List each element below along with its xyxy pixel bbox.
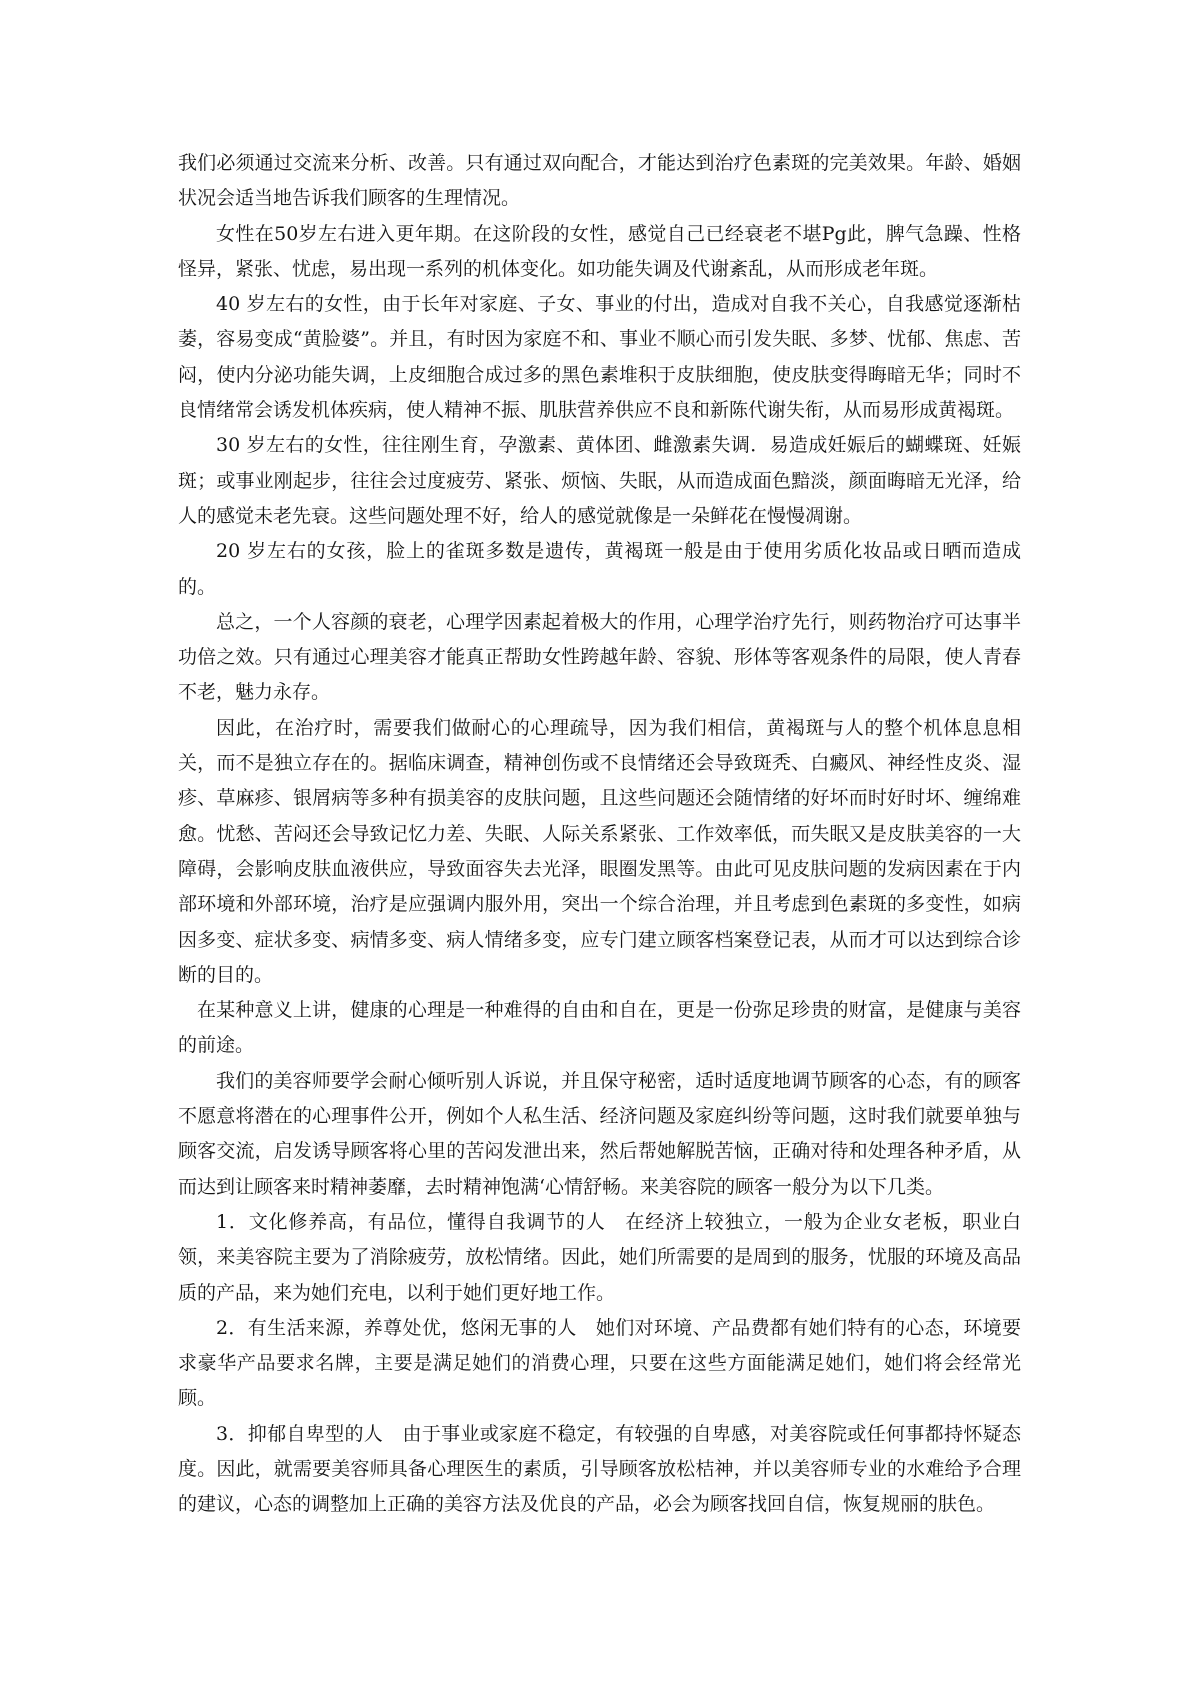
- paragraph-health: 在某种意义上讲，健康的心理是一种难得的自由和自在，更是一份弥足珍贵的财富，是健康与美容的前途。: [178, 999, 1021, 1057]
- paragraph-age-50: 女性在50岁左右进入更年期。在这阶段的女性，感觉自己已经衰老不堪Pg此，脾气急躁、性格怪异，紧张、忧虑，易出现一系列的机体变化。如功能失调及代谢紊乱，从而形成老年斑。: [178, 222, 1021, 280]
- document-page: [178, 146, 1021, 1523]
- paragraph-beautician: 我们的美容师要学会耐心倾听别人诉说，并且保守秘密，适时适度地调节顾客的心态，有的顾客不愿意将潜在的心理事件公开，例如个人私生活、经济问题及家庭纠纷等问题，这时我们就要单独与顾客交流，启发诱导顾客将心里的苦闷发泄出来，然后帮她解脱苦恼，正确对待和处理各种矛盾，从而达到让顾客来时精神萎靡，去时精神饱满‘心情舒畅。来美容院的顾客一般分为以下几类。: [178, 1069, 1021, 1198]
- paragraph-summary: 总之，一个人容颜的衰老，心理学因素起着极大的作用，心理学治疗先行，则药物治疗可达事半功倍之效。只有通过心理美容才能真正帮助女性跨越年龄、容貌、形体等客观条件的局限，使人青春不老，魅力永存。: [178, 610, 1021, 704]
- paragraph-intro: 我们必须通过交流来分析、改善。只有通过双向配合，才能达到治疗色素斑的完美效果。年龄、婚姻状况会适当地告诉我们顾客的生理情况。: [178, 152, 1021, 210]
- paragraph-age-30: 30 岁左右的女性，往往刚生育，孕激素、黄体团、雌激素失调．易造成妊娠后的蝴蝶斑、妊娠斑；或事业刚起步，往往会过度疲劳、紧张、烦恼、失眠，从而造成面色黯淡，颜面晦暗无光泽，给人的感觉未老先衰。这些问题处理不好，给人的感觉就像是一朵鲜花在慢慢凋谢。: [178, 434, 1021, 527]
- paragraph-treatment: 因此，在治疗时，需要我们做耐心的心理疏导，因为我们相信，黄褐斑与人的整个机体息息相关，而不是独立存在的。据临床调查，精神创伤或不良情绪还会导致斑秃、白癜风、神经性皮炎、湿疹、草麻疹、银屑病等多种有损美容的皮肤问题，且这些问题还会随情绪的好坏而时好时坏、缠绵难愈。忧愁、苦闷还会导致记忆力差、失眠、人际关系紧张、工作效率低，而失眠又是皮肤美容的一大障碍，会影响皮肤血液供应，导致面容失去光泽，眼圈发黑等。由此可见皮肤问题的发病因素在于内部环境和外部环境，治疗是应强调内服外用，突出一个综合治理，并且考虑到色素斑的多变性，如病因多变、症状多变、病情多变、病人情绪多变，应专门建立顾客档案登记表，从而才可以达到综合诊断的目的。: [178, 716, 1021, 986]
- paragraph-age-20: 20 岁左右的女孩，脸上的雀斑多数是遗传，黄褐斑一般是由于使用劣质化妆品或日晒而造成的。: [178, 540, 1021, 598]
- list-item-type-3: 3．抑郁自卑型的人 由于事业或家庭不稳定，有较强的自卑感，对美容院或任何事都持怀疑态度。因此，就需要美容师具备心理医生的素质，引导顾客放松桔神，并以美容师专业的水难给予合理的建议，心态的调整加上正确的美容方法及优良的产品，必会为顾客找回自信，恢复规丽的肤色。: [178, 1422, 1021, 1516]
- list-item-type-2: 2．有生活来源，养尊处优，悠闲无事的人 她们对环境、产品费都有她们特有的心态，环境要求豪华产品要求名牌，主要是满足她们的消费心理，只要在这些方面能满足她们，她们将会经常光顾。: [178, 1316, 1021, 1410]
- paragraph-age-40: 40 岁左右的女性，由于长年对家庭、子女、事业的付出，造成对自我不关心，自我感觉逐渐枯萎，容易变成“黄脸婆”。并且，有时因为家庭不和、事业不顺心而引发失眠、多梦、忧郁、焦虑、苦闷，使内分泌功能失调，上皮细胞合成过多的黑色素堆积于皮肤细胞，使皮肤变得晦暗无华；同时不良情绪常会诱发机体疾病，使人精神不振、肌肤营养供应不良和新陈代谢失衔，从而易形成黄褐斑。: [178, 293, 1021, 422]
- list-item-type-1: 1．文化修养高，有品位，懂得自我调节的人 在经济上较独立，一般为企业女老板，职业白领，来美容院主要为了消除疲劳，放松情绪。因此，她们所需要的是周到的服务，忧服的环境及高品质的产品，来为她们充电，以利于她们更好地工作。: [178, 1210, 1021, 1304]
